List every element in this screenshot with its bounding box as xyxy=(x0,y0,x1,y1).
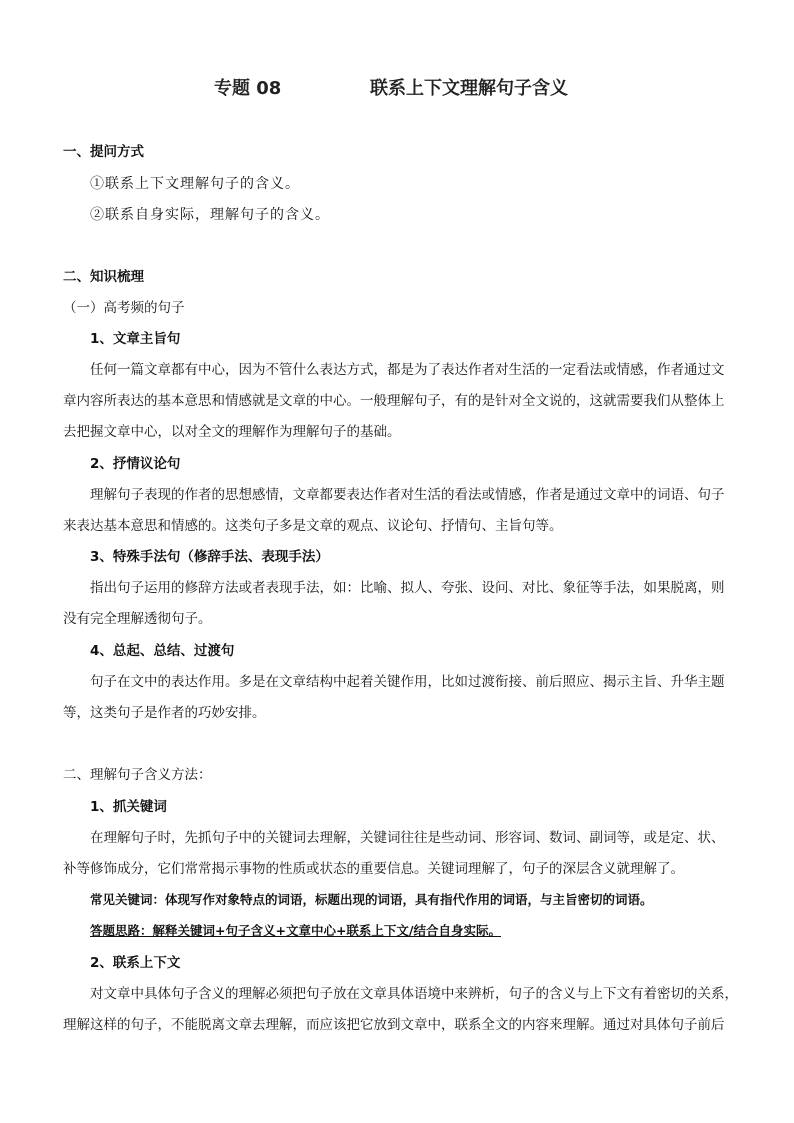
method-heading-1: 1、抓关键词 xyxy=(90,799,167,815)
paragraph-line: 指出句子运用的修辞方法或者表现手法，如：比喻、拟人、夸张、设问、对比、象征等手法，如果脱离，则 xyxy=(90,580,725,596)
answer-approach-note: 答题思路：解释关键词+句子含义+文章中心+联系上下文/结合自身实际。 xyxy=(90,923,501,938)
paragraph-line: 章内容所表达的基本意思和情感就是文章的中心。一般理解句子，有的是针对全文说的，这就需要我们从整体上 xyxy=(63,393,725,409)
paragraph-line: 没有完全理解透彻句子。 xyxy=(63,611,212,627)
paragraph-line: 在理解句子时，先抓句子中的关键词去理解，关键词往往是些动词、形容词、数词、副词等，或是定、状、 xyxy=(90,830,725,846)
paragraph-line: 来表达基本意思和情感的。这类句子多是文章的观点、议论句、抒情句、主旨句等。 xyxy=(63,518,563,534)
common-keywords-note: 常见关键词：体现写作对象特点的词语，标题出现的词语，具有指代作用的词语，与主旨密切的词语。 xyxy=(90,892,653,907)
paragraph-line: 等，这类句子是作者的巧妙安排。 xyxy=(63,705,266,721)
paragraph-line: 理解句子表现的作者的思想感情，文章都要表达作者对生活的看法或情感，作者是通过文章中的词语、句子 xyxy=(90,487,725,503)
section-heading-knowledge: 二、知识梳理 xyxy=(63,269,144,285)
part-heading-4: 4、总起、总结、过渡句 xyxy=(90,643,235,659)
document-title xyxy=(0,74,794,98)
paragraph-line: 对文章中具体句子含义的理解必须把句子放在文章具体语境中来辨析，句子的含义与上下文有着密切的关系， xyxy=(90,986,738,1002)
section-heading-methods: 二、理解句子含义方法： xyxy=(63,767,212,783)
part-heading-1: 1、文章主旨句 xyxy=(90,331,181,347)
method-heading-2: 2、联系上下文 xyxy=(90,955,181,971)
paragraph-line: 句子在文中的表达作用。多是在文章结构中起着关键作用，比如过渡衔接、前后照应、揭示主旨、升华主题 xyxy=(90,674,725,690)
paragraph-line: 理解这样的句子，不能脱离文章去理解，而应该把它放到文章中，联系全文的内容来理解。通过对具体句子前后 xyxy=(63,1017,725,1033)
question-type-item-2: ②联系自身实际，理解句子的含义。 xyxy=(90,207,330,223)
paragraph-line: 去把握文章中心，以对全文的理解作为理解句子的基础。 xyxy=(63,424,401,440)
section-heading-question-types: 一、提问方式 xyxy=(63,144,144,160)
title-topic-number: 专题 08 xyxy=(214,78,282,99)
subsection-heading-frequent-sentences: （一）高考频的句子 xyxy=(63,300,185,316)
part-heading-2: 2、抒情议论句 xyxy=(90,456,181,472)
title-topic-name: 联系上下文理解句子含义 xyxy=(370,78,568,99)
part-heading-3: 3、特殊手法句（修辞手法、表现手法） xyxy=(90,549,329,565)
paragraph-line: 任何一篇文章都有中心，因为不管什么表达方式，都是为了表达作者对生活的一定看法或情感，作者通过文 xyxy=(90,362,725,378)
paragraph-line: 补等修饰成分，它们常常揭示事物的性质或状态的重要信息。关键词理解了，句子的深层含义就理解了。 xyxy=(63,861,684,877)
question-type-item-1: ①联系上下文理解句子的含义。 xyxy=(90,176,300,192)
